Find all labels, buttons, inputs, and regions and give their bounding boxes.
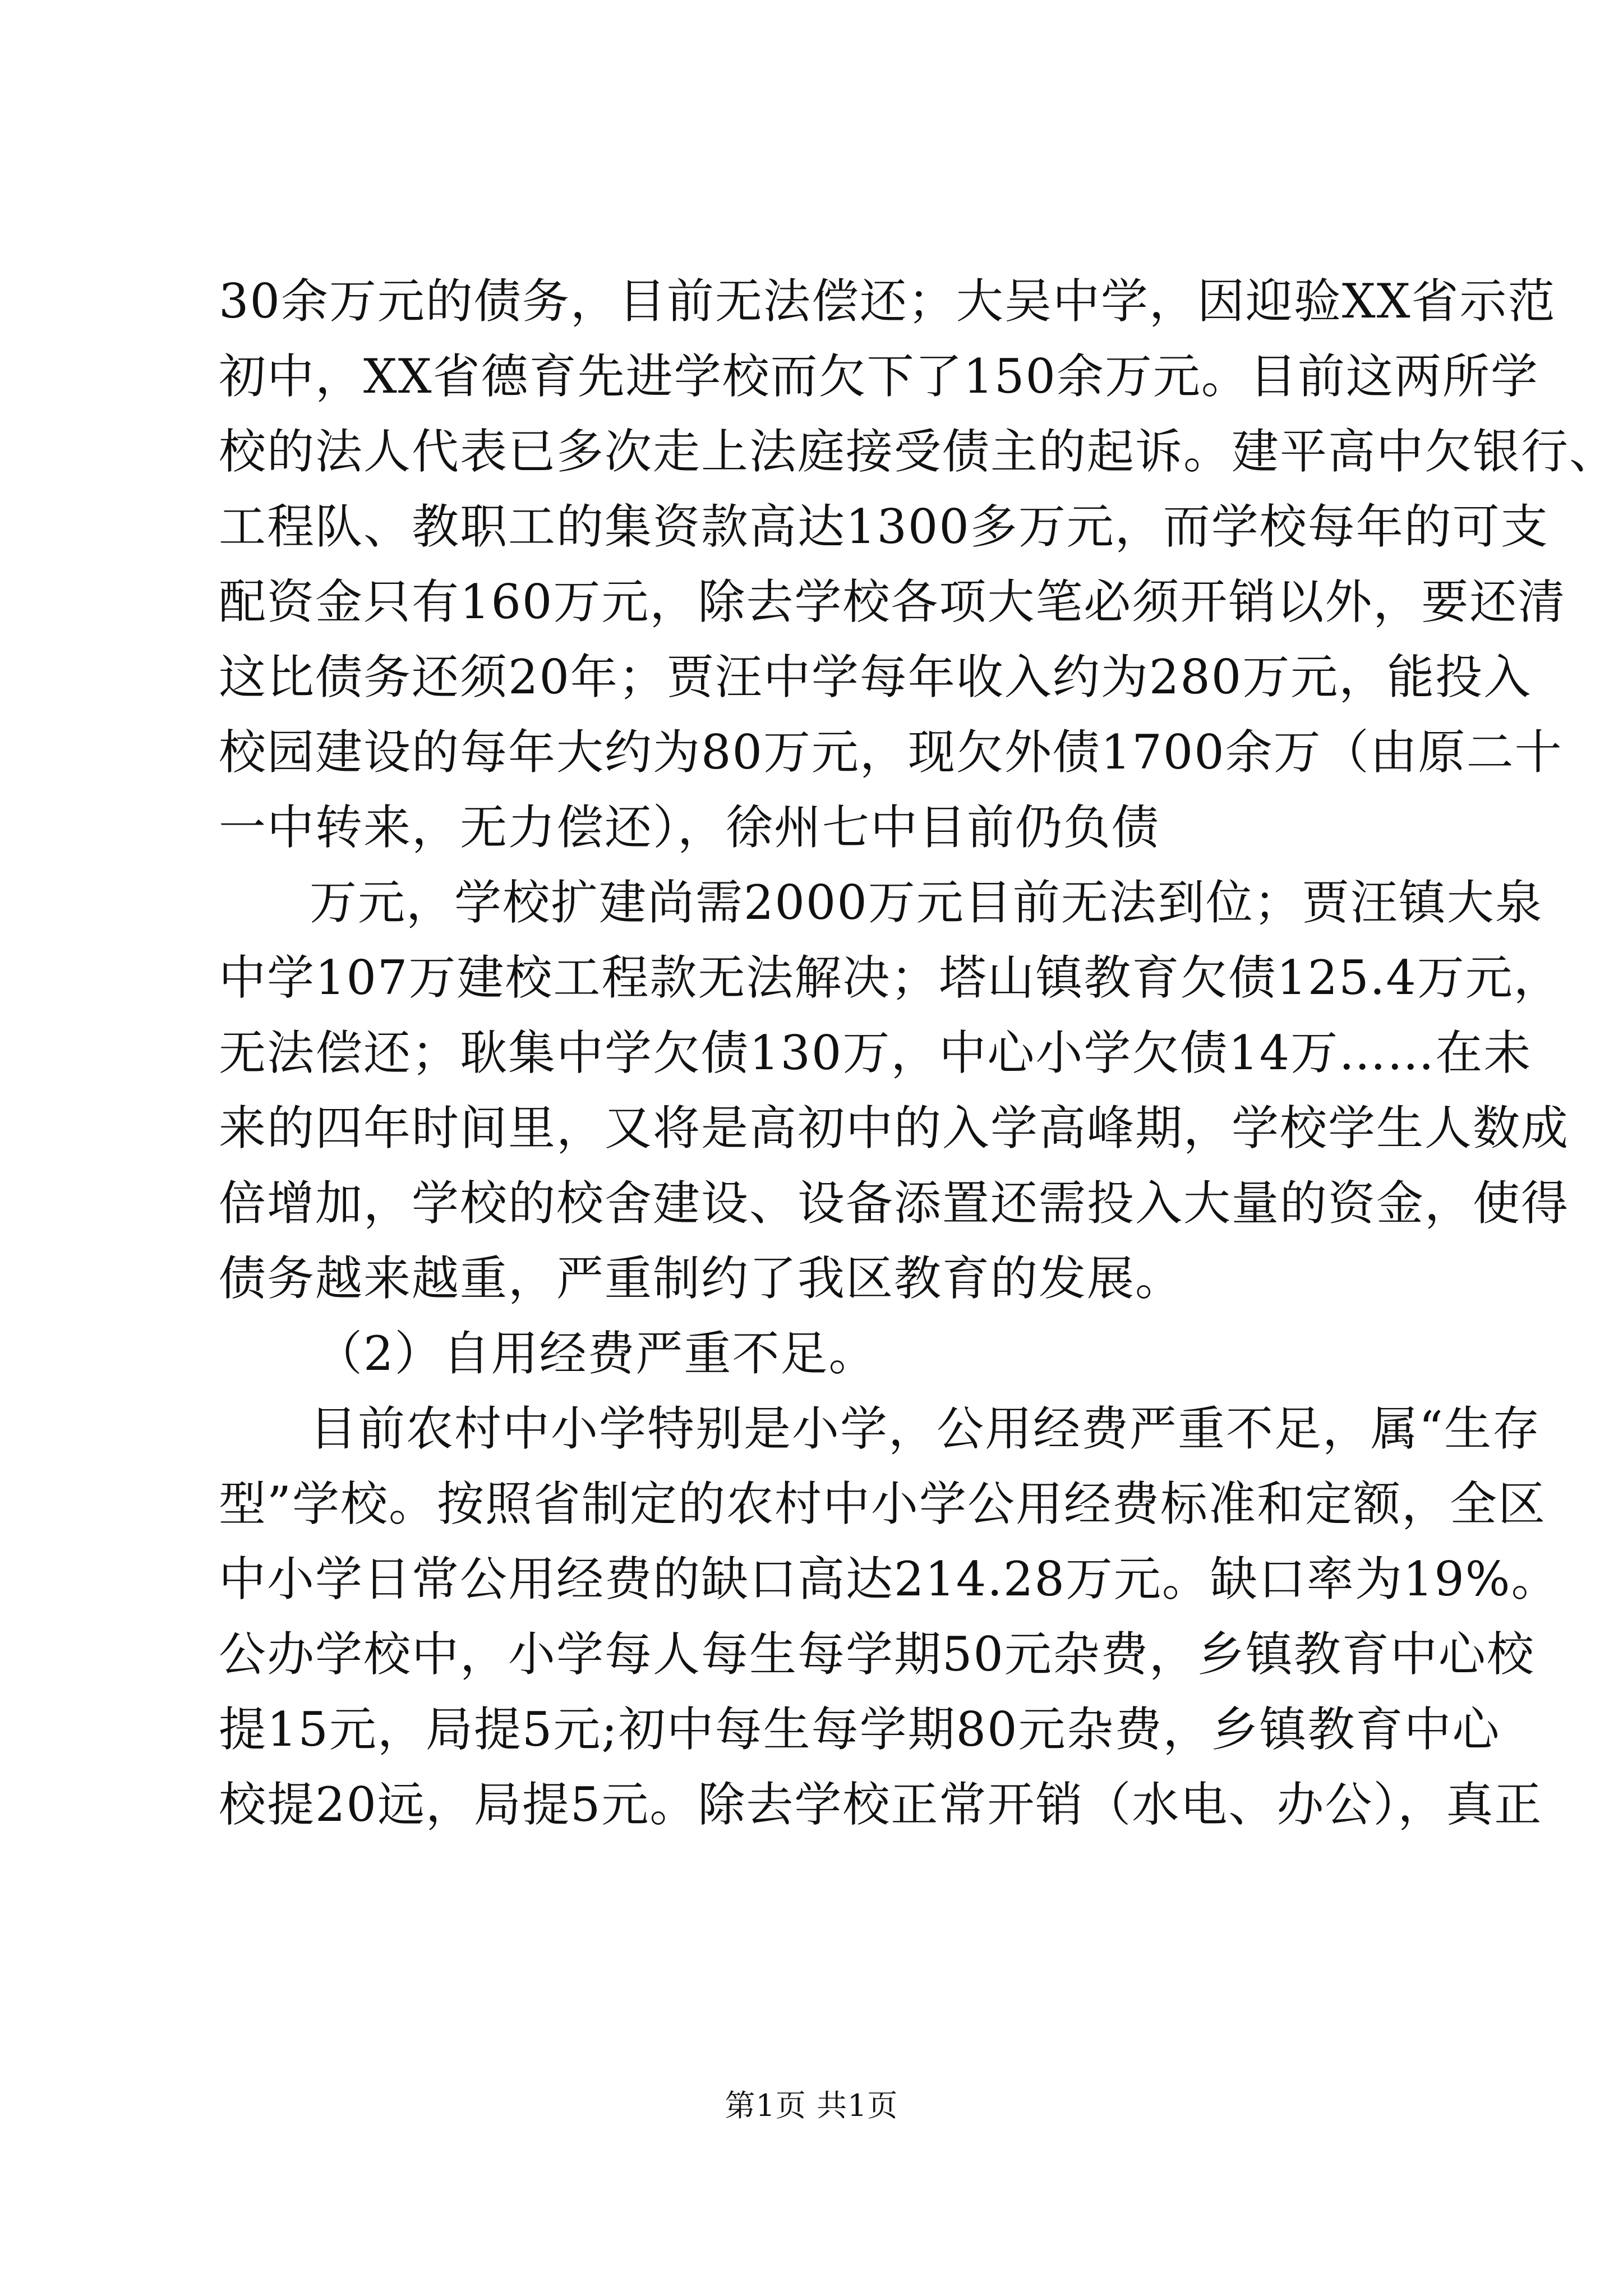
- body-line: 万元，学校扩建尚需2000万元目前无法到位；贾汪镇大泉: [310, 875, 1543, 930]
- body-line: 工程队、教职工的集资款高达1300多万元，而学校每年的可支: [219, 499, 1549, 554]
- body-line: 公办学校中，小学每人每生每学期50元杂费，乡镇教育中心校: [219, 1627, 1535, 1682]
- page-footer: [0, 2088, 1623, 2124]
- section-heading: （2）自用经费严重不足。: [315, 1326, 877, 1381]
- body-line: 来的四年时间里，又将是高初中的入学高峰期，学校学生人数成: [219, 1101, 1570, 1156]
- body-line: 中小学日常公用经费的缺口高达214.28万元。缺口率为19%。: [219, 1552, 1560, 1607]
- body-line: 无法偿还；耿集中学欠债130万，中心小学欠债14万……在未: [219, 1025, 1532, 1080]
- body-line: 目前农村中小学特别是小学，公用经费严重不足，属“生存: [310, 1401, 1541, 1456]
- page-number-label: 第1页 共1页: [725, 2088, 898, 2123]
- body-line: 一中转来，无力偿还），徐州七中目前仍负债: [219, 800, 1160, 855]
- body-line: 配资金只有160万元，除去学校各项大笔必须开销以外，要还清: [219, 574, 1566, 629]
- body-line: 倍增加，学校的校舍建设、设备添置还需投入大量的资金，使得: [219, 1176, 1570, 1231]
- body-line: 初中，XX省德育先进学校而欠下了150余万元。目前这两所学: [219, 349, 1539, 404]
- body-line: 中学107万建校工程款无法解决；塔山镇教育欠债125.4万元，: [219, 950, 1562, 1005]
- body-line: 这比债务还须20年；贾汪中学每年收入约为280万元，能投入: [219, 650, 1532, 705]
- body-line: 校的法人代表已多次走上法庭接受债主的起诉。建平高中欠银行、: [219, 424, 1618, 479]
- body-line: 校园建设的每年大约为80万元，现欠外债1700余万（由原二十: [219, 725, 1563, 780]
- body-line: 校提20远，局提5元。除去学校正常开销（水电、办公），真正: [219, 1777, 1543, 1832]
- document-body: [219, 264, 1618, 1842]
- body-line: 提15元，局提5元;初中每生每学期80元杂费，乡镇教育中心: [219, 1702, 1501, 1757]
- body-line: 型”学校。按照省制定的农村中小学公用经费标准和定额，全区: [219, 1476, 1546, 1531]
- body-line: 债务越来越重，严重制约了我区教育的发展。: [219, 1251, 1184, 1306]
- body-line: 30余万元的债务，目前无法偿还；大吴中学，因迎验XX省示范: [219, 274, 1556, 329]
